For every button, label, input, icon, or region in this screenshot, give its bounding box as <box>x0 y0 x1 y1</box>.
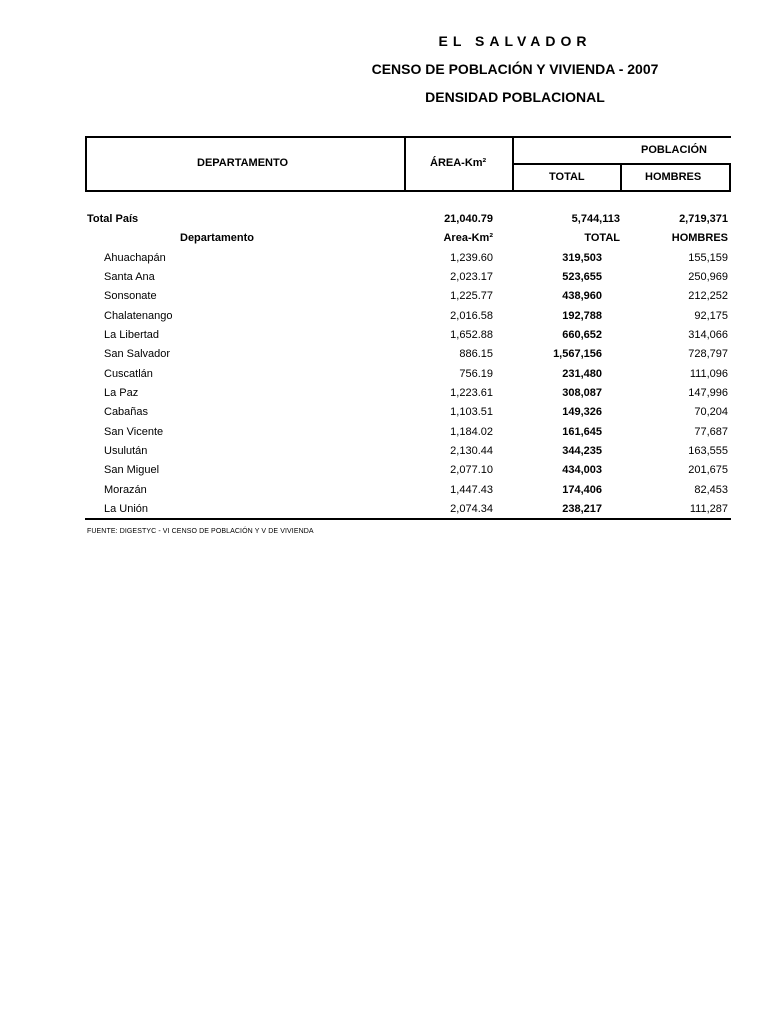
table-row <box>0 406 768 425</box>
row-area: 1,225.77 <box>450 290 493 302</box>
total-pais-hombres: 2,719,371 <box>679 213 728 225</box>
table-row <box>0 252 768 271</box>
row-area: 2,023.17 <box>450 271 493 283</box>
row-name: Santa Ana <box>104 271 155 283</box>
table-row <box>0 484 768 503</box>
row-area: 1,239.60 <box>450 252 493 264</box>
row-total: 438,960 <box>562 290 602 302</box>
row-name: Cabañas <box>104 406 149 418</box>
row-hombres: 77,687 <box>694 426 728 438</box>
table-row <box>0 426 768 445</box>
row-name: La Unión <box>104 503 149 515</box>
row-area: 2,077.10 <box>450 464 493 476</box>
row-hombres: 147,996 <box>688 387 728 399</box>
census-title: CENSO DE POBLACIÓN Y VIVIENDA - 2007 <box>371 61 659 77</box>
table-row <box>0 310 768 329</box>
row-area: 1,447.43 <box>450 484 493 496</box>
row-area: 2,074.34 <box>450 503 493 515</box>
row-total: 161,645 <box>562 426 602 438</box>
row-total: 192,788 <box>562 310 602 322</box>
row-total: 149,326 <box>562 406 602 418</box>
row-name: Morazán <box>104 484 147 496</box>
total-pais-area: 21,040.79 <box>444 213 493 225</box>
header-departamento: DEPARTAMENTO <box>197 157 289 169</box>
row-hombres: 314,066 <box>688 329 728 341</box>
row-total: 238,217 <box>562 503 602 515</box>
row-name: San Miguel <box>104 464 160 476</box>
subheader-area: Area-Km² <box>443 232 493 244</box>
header-area: ÁREA-Km² <box>430 157 487 169</box>
table-row <box>0 387 768 406</box>
table-row <box>0 290 768 309</box>
row-hombres: 201,675 <box>688 464 728 476</box>
table-row <box>0 329 768 348</box>
row-name: San Vicente <box>104 426 164 438</box>
row-total: 434,003 <box>562 464 602 476</box>
subheader-total: TOTAL <box>584 232 620 244</box>
row-area: 886.15 <box>459 348 493 360</box>
total-pais-total: 5,744,113 <box>571 213 620 225</box>
row-area: 1,184.02 <box>450 426 493 438</box>
row-name: La Libertad <box>104 329 160 341</box>
row-total: 344,235 <box>562 445 602 457</box>
row-name: Chalatenango <box>104 310 173 322</box>
row-total: 231,480 <box>562 368 602 380</box>
row-hombres: 70,204 <box>694 406 728 418</box>
row-total: 174,406 <box>562 484 602 496</box>
row-name: Ahuachapán <box>104 252 166 264</box>
table-row <box>0 464 768 483</box>
row-hombres: 212,252 <box>688 290 728 302</box>
header-divider-total <box>620 163 622 192</box>
header-hombres: HOMBRES <box>645 171 702 183</box>
country-title: EL SALVADOR <box>438 33 592 49</box>
subject-title: DENSIDAD POBLACIONAL <box>425 89 605 105</box>
row-total: 308,087 <box>562 387 602 399</box>
subheader-departamento: Departamento <box>180 232 254 244</box>
header-divider-area-left <box>404 136 406 192</box>
row-area: 2,130.44 <box>450 445 493 457</box>
row-hombres: 728,797 <box>688 348 728 360</box>
table-bottom-rule <box>85 518 731 520</box>
header-total: TOTAL <box>549 171 585 183</box>
table-row <box>0 271 768 290</box>
row-hombres: 163,555 <box>688 445 728 457</box>
source-note: FUENTE: DIGESTYC - VI CENSO DE POBLACIÓN Y V DE VIVIENDA <box>87 528 314 535</box>
row-hombres: 82,453 <box>694 484 728 496</box>
header-poblacion: POBLACIÓN <box>641 144 707 156</box>
row-name: La Paz <box>104 387 139 399</box>
row-hombres: 250,969 <box>688 271 728 283</box>
row-hombres: 92,175 <box>694 310 728 322</box>
row-name: Usulután <box>104 445 148 457</box>
header-divider-right <box>729 163 731 192</box>
subheader-row <box>0 232 768 251</box>
row-area: 2,016.58 <box>450 310 493 322</box>
row-area: 756.19 <box>459 368 493 380</box>
row-name: Sonsonate <box>104 290 157 302</box>
row-area: 1,103.51 <box>450 406 493 418</box>
row-area: 1,652.88 <box>450 329 493 341</box>
row-total: 1,567,156 <box>553 348 602 360</box>
table-row <box>0 368 768 387</box>
row-total: 523,655 <box>562 271 602 283</box>
row-name: Cuscatlán <box>104 368 153 380</box>
row-total: 319,503 <box>562 252 602 264</box>
row-hombres: 111,096 <box>689 368 728 380</box>
total-pais-label: Total País <box>87 213 139 225</box>
table-row <box>0 445 768 464</box>
row-total: 660,652 <box>562 329 602 341</box>
subheader-hombres: HOMBRES <box>671 232 728 244</box>
total-pais-row <box>0 213 768 232</box>
table-row <box>0 348 768 367</box>
row-hombres: 111,287 <box>689 503 728 515</box>
row-hombres: 155,159 <box>688 252 728 264</box>
row-name: San Salvador <box>104 348 171 360</box>
row-area: 1,223.61 <box>450 387 493 399</box>
